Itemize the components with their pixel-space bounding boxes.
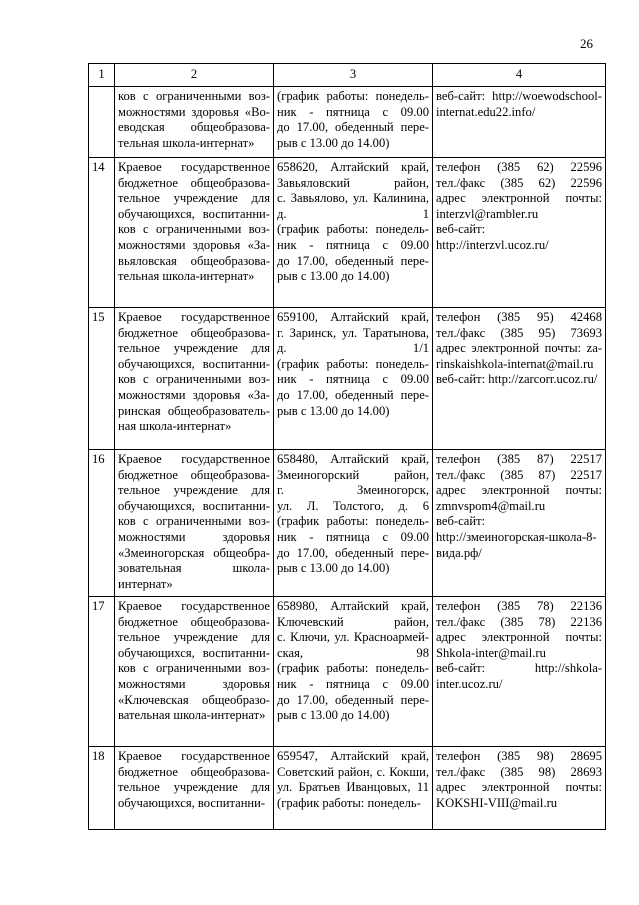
contacts-cell (433, 87, 606, 158)
contacts-line: веб-сайт: http://zarcorr.ucoz.ru/ (436, 372, 598, 387)
institution-name-line: Краевое государственное (118, 310, 270, 324)
address-line: (график работы: понедель- (277, 89, 429, 103)
table-row (89, 597, 606, 747)
contacts-line: interzvl@rambler.ru (436, 206, 539, 221)
institution-name-line: можностями здоровья (118, 676, 270, 691)
address-line: д. 1 (277, 206, 429, 221)
address-line: 658620, Алтайский край, (277, 160, 429, 174)
institution-name-line: Краевое государственное (118, 599, 270, 613)
institution-name-line: «Ключевская общеобразо- (118, 692, 270, 707)
contacts-line: тел./факс (385 78) 22136 (436, 614, 602, 629)
contacts-line: zmnvspom4@mail.ru (436, 498, 546, 513)
institution-name-line: тельное учреждение для (118, 341, 270, 356)
contacts-line: адрес электронной почты: (436, 780, 602, 795)
institution-name-line: ков с ограниченными воз- (118, 514, 270, 529)
address-line: до 17.00, обеденный пере- (277, 120, 429, 135)
address-line: ник - пятница с 09.00 (277, 372, 429, 387)
contacts-line: телефон (385 78) 22136 (436, 599, 602, 613)
institution-name-line: можностями здоровья «Во- (118, 104, 270, 119)
institution-name-line: можностями здоровья (118, 529, 270, 544)
institution-name-line: зовательная школа- (118, 561, 270, 576)
address-line: (график работы: понедель- (277, 661, 429, 676)
institution-name-line: бюджетное общеобразова- (118, 175, 270, 190)
contacts-line: телефон (385 95) 42468 (436, 310, 602, 324)
institution-name-line: ков с ограниченными воз- (118, 661, 270, 676)
contacts-line: телефон (385 62) 22596 (436, 160, 602, 174)
row-number (89, 87, 115, 158)
address-line: Советский район, с. Кокши, (277, 764, 429, 779)
institution-name-line: бюджетное общеобразова- (118, 764, 270, 779)
contacts-line: тел./факс (385 87) 22517 (436, 467, 602, 482)
institution-name-cell (115, 597, 274, 747)
institution-name-line: тельное учреждение для (118, 191, 270, 206)
contacts-line: веб-сайт: http://woewodschool- (436, 89, 602, 103)
header-col-1: 1 (89, 64, 115, 87)
address-line: 659547, Алтайский край, (277, 749, 429, 763)
institution-name-line: Краевое государственное (118, 452, 270, 466)
contacts-line: телефон (385 87) 22517 (436, 452, 602, 466)
institution-name-line: ков с ограниченными воз- (118, 222, 270, 237)
row-number: 17 (89, 597, 115, 747)
address-cell (274, 87, 433, 158)
address-line: до 17.00, обеденный пере- (277, 545, 429, 560)
institution-name-line: обучающихся, воспитанни- (118, 498, 270, 513)
institution-name-line: ринская общеобразователь- (118, 403, 270, 418)
header-col-2: 2 (115, 64, 274, 87)
address-line: рыв с 13.00 до 14.00) (277, 403, 390, 418)
contacts-cell (433, 597, 606, 747)
institution-name-line: еводская общеобразова- (118, 120, 270, 135)
address-cell (274, 597, 433, 747)
address-line: до 17.00, обеденный пере- (277, 692, 429, 707)
address-line: Змеиногорский район, (277, 467, 429, 482)
address-cell (274, 308, 433, 450)
address-line: Ключевский район, (277, 614, 429, 629)
institution-name-cell (115, 308, 274, 450)
address-cell (274, 158, 433, 308)
institution-name-cell (115, 450, 274, 597)
address-cell (274, 747, 433, 830)
contacts-cell (433, 747, 606, 830)
row-number: 15 (89, 308, 115, 450)
institution-name-line: бюджетное общеобразова- (118, 467, 270, 482)
institutions-table (88, 63, 606, 830)
header-col-4: 4 (433, 64, 606, 87)
contacts-line: internat.edu22.info/ (436, 104, 536, 119)
institution-name-line: ков с ограниченными воз- (118, 89, 270, 103)
row-number: 16 (89, 450, 115, 597)
institution-name-line: бюджетное общеобразова- (118, 614, 270, 629)
address-line: (график работы: понедель- (277, 795, 421, 810)
contacts-line: адрес электронной почты: (436, 191, 602, 206)
institution-name-line: тельное учреждение для (118, 780, 270, 795)
contacts-line: http://змеиногорская-школа-8- (436, 529, 597, 544)
institution-name-line: тельная школа-интернат» (118, 135, 255, 150)
institution-name-line: обучающихся, воспитанни- (118, 795, 266, 810)
table-body (89, 87, 606, 830)
address-line: д. 1/1 (277, 341, 429, 356)
contacts-line: адрес электронной почты: za- (436, 341, 602, 356)
institution-name-line: Краевое государственное (118, 160, 270, 174)
contacts-cell (433, 308, 606, 450)
institution-name-line: интернат» (118, 576, 173, 591)
address-line: ник - пятница с 09.00 (277, 104, 429, 119)
address-line: с. Ключи, ул. Красноармей- (277, 630, 429, 645)
institution-name-cell (115, 747, 274, 830)
address-line: ул. Л. Толстого, д. 6 (277, 498, 429, 513)
address-line: ник - пятница с 09.00 (277, 529, 429, 544)
institution-name-line: можностями здоровья «За- (118, 387, 270, 402)
institution-name-cell (115, 87, 274, 158)
address-line: рыв с 13.00 до 14.00) (277, 708, 390, 723)
address-line: рыв с 13.00 до 14.00) (277, 269, 390, 284)
row-number: 14 (89, 158, 115, 308)
contacts-line: веб-сайт: http://shkola- (436, 661, 602, 676)
page-number: 26 (580, 36, 593, 51)
contacts-line: веб-сайт: (436, 222, 486, 237)
address-line: 658480, Алтайский край, (277, 452, 429, 466)
contacts-line: KOKSHI-VIII@mail.ru (436, 795, 558, 810)
institution-name-line: ная школа-интернат» (118, 419, 232, 434)
institution-name-line: бюджетное общеобразова- (118, 325, 270, 340)
institution-name-line: вьяловская общеобразова- (118, 253, 270, 268)
address-cell (274, 450, 433, 597)
address-line: рыв с 13.00 до 14.00) (277, 135, 390, 150)
contacts-cell (433, 450, 606, 597)
table-row (89, 747, 606, 830)
contacts-line: inter.ucoz.ru/ (436, 676, 503, 691)
address-line: до 17.00, обеденный пере- (277, 253, 429, 268)
institution-name-line: тельное учреждение для (118, 630, 270, 645)
contacts-line: вида.рф/ (436, 545, 482, 560)
address-line: ник - пятница с 09.00 (277, 237, 429, 252)
contacts-line: адрес электронной почты: (436, 483, 602, 498)
contacts-line: веб-сайт: (436, 514, 486, 529)
institution-name-line: тельное учреждение для (118, 483, 270, 498)
address-line: до 17.00, обеденный пере- (277, 387, 429, 402)
contacts-line: http://interzvl.ucoz.ru/ (436, 237, 549, 252)
institution-name-line: «Змеиногорская общеобра- (118, 545, 270, 560)
address-line: (график работы: понедель- (277, 356, 429, 371)
row-number: 18 (89, 747, 115, 830)
contacts-line: тел./факс (385 98) 28693 (436, 764, 602, 779)
contacts-line: адрес электронной почты: (436, 630, 602, 645)
address-line: с. Завьялово, ул. Калинина, (277, 191, 429, 206)
address-line: г. Заринск, ул. Таратынова, (277, 325, 429, 340)
table-row (89, 308, 606, 450)
institution-name-line: ков с ограниченными воз- (118, 372, 270, 387)
institution-name-line: вательная школа-интернат» (118, 708, 266, 723)
contacts-line: телефон (385 98) 28695 (436, 749, 602, 763)
contacts-cell (433, 158, 606, 308)
address-line: 658980, Алтайский край, (277, 599, 429, 613)
institution-name-cell (115, 158, 274, 308)
table-row (89, 87, 606, 158)
contacts-line: тел./факс (385 95) 73693 (436, 325, 602, 340)
address-line: Завьяловский район, (277, 175, 429, 190)
institution-name-line: Краевое государственное (118, 749, 270, 763)
contacts-line: тел./факс (385 62) 22596 (436, 175, 602, 190)
contacts-line: Shkola-inter@mail.ru (436, 645, 546, 660)
table-row (89, 450, 606, 597)
institution-name-line: обучающихся, воспитанни- (118, 206, 270, 221)
address-line: ская, 98 (277, 645, 429, 660)
address-line: г. Змеиногорск, (277, 483, 429, 498)
address-line: (график работы: понедель- (277, 514, 429, 529)
institution-name-line: можностями здоровья «За- (118, 237, 270, 252)
header-col-3: 3 (274, 64, 433, 87)
table-header-row (89, 64, 606, 87)
contacts-line: rinskaishkola-internat@mail.ru (436, 356, 594, 371)
institution-name-line: обучающихся, воспитанни- (118, 356, 270, 371)
institution-name-line: обучающихся, воспитанни- (118, 645, 270, 660)
address-line: 659100, Алтайский край, (277, 310, 429, 324)
institution-name-line: тельная школа-интернат» (118, 269, 255, 284)
address-line: (график работы: понедель- (277, 222, 429, 237)
address-line: ул. Братьев Иванцовых, 11 (277, 780, 429, 795)
address-line: рыв с 13.00 до 14.00) (277, 561, 390, 576)
address-line: ник - пятница с 09.00 (277, 676, 429, 691)
table-row (89, 158, 606, 308)
